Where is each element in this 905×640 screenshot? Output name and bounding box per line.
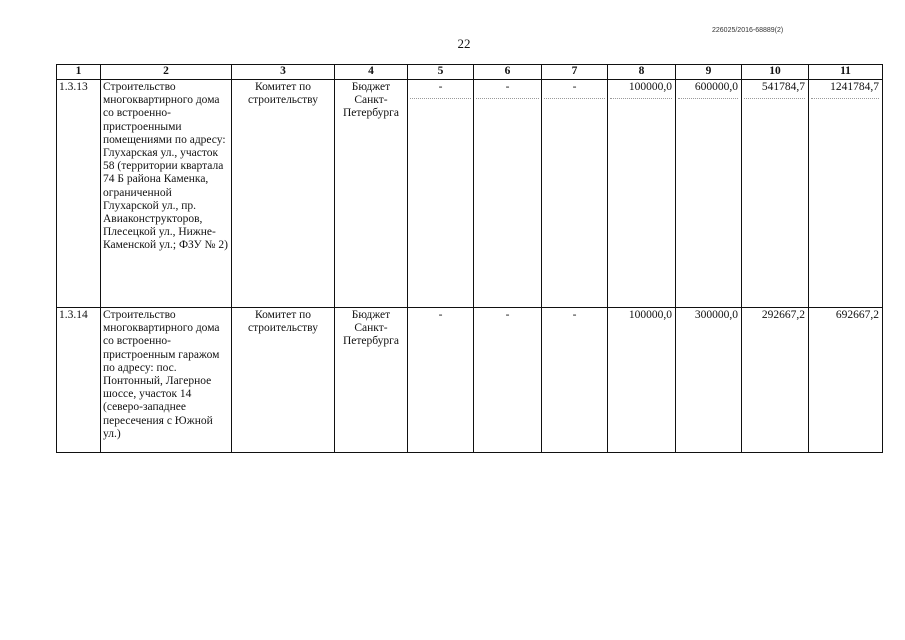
dotted-divider (476, 98, 539, 99)
dotted-divider (544, 98, 605, 99)
row-number-cell: 1.3.14 (57, 308, 101, 453)
value-cell-8 (608, 80, 676, 308)
column-header: 2 (101, 65, 232, 80)
document-code: 226025/2016-68889(2) (712, 27, 784, 34)
dotted-divider (678, 98, 738, 99)
value-text: 1241784,7 (830, 81, 879, 93)
value-cell-9: 300000,0 (676, 308, 742, 453)
row-number-cell: 1.3.13 (57, 80, 101, 308)
column-header: 6 (474, 65, 542, 80)
column-header: 3 (232, 65, 335, 80)
column-header: 7 (542, 65, 608, 80)
dotted-divider (811, 98, 879, 99)
description-cell: Строительство многоквартирного дома со встроенно-пристроенными помещениями по адресу: Глухарская ул., участок 58 (территории квартала 74 Б района Каменка, ограниченной Глухарской ул., пр. Авиаконструкторов, Плесецкой ул., Нижне-Каменской ул.; ФЗУ № 2) (101, 80, 232, 308)
value-cell-6 (474, 80, 542, 308)
value-text: 600000,0 (694, 81, 738, 93)
value-cell-10: 292667,2 (742, 308, 809, 453)
budget-table (56, 64, 883, 453)
value-cell-6: - (474, 308, 542, 453)
column-header: 9 (676, 65, 742, 80)
page-number: 22 (457, 36, 471, 51)
column-header: 10 (742, 65, 809, 80)
funding-source-cell: Бюджет Санкт-Петербурга (335, 308, 408, 453)
value-cell-5: - (408, 308, 474, 453)
value-cell-7: - (542, 308, 608, 453)
value-text: 541784,7 (761, 81, 805, 93)
value-cell-5 (408, 80, 474, 308)
column-header: 1 (57, 65, 101, 80)
dotted-divider (744, 98, 805, 99)
funding-source-cell: Бюджет Санкт-Петербурга (335, 80, 408, 308)
value-text: - (505, 81, 510, 93)
organization-cell: Комитет по строительству (232, 80, 335, 308)
value-cell-11 (809, 80, 883, 308)
dotted-divider (610, 98, 672, 99)
column-header: 8 (608, 65, 676, 80)
value-cell-8: 100000,0 (608, 308, 676, 453)
column-header: 4 (335, 65, 408, 80)
dotted-divider (410, 98, 471, 99)
description-cell: Строительство многоквартирного дома со встроенно-пристроенным гаражом по адресу: пос. Понтонный, Лагерное шоссе, участок 14 (северо-западнее пересечения с Южной ул.) (101, 308, 232, 453)
value-text: - (572, 81, 577, 93)
value-cell-10 (742, 80, 809, 308)
organization-cell: Комитет по строительству (232, 308, 335, 453)
column-header: 11 (809, 65, 883, 80)
value-text: - (438, 81, 443, 93)
value-cell-9 (676, 80, 742, 308)
column-header: 5 (408, 65, 474, 80)
value-cell-7 (542, 80, 608, 308)
table-row (57, 80, 883, 308)
header-row (57, 65, 883, 80)
table-row (57, 308, 883, 453)
value-cell-11: 692667,2 (809, 308, 883, 453)
value-text: 100000,0 (628, 81, 672, 93)
